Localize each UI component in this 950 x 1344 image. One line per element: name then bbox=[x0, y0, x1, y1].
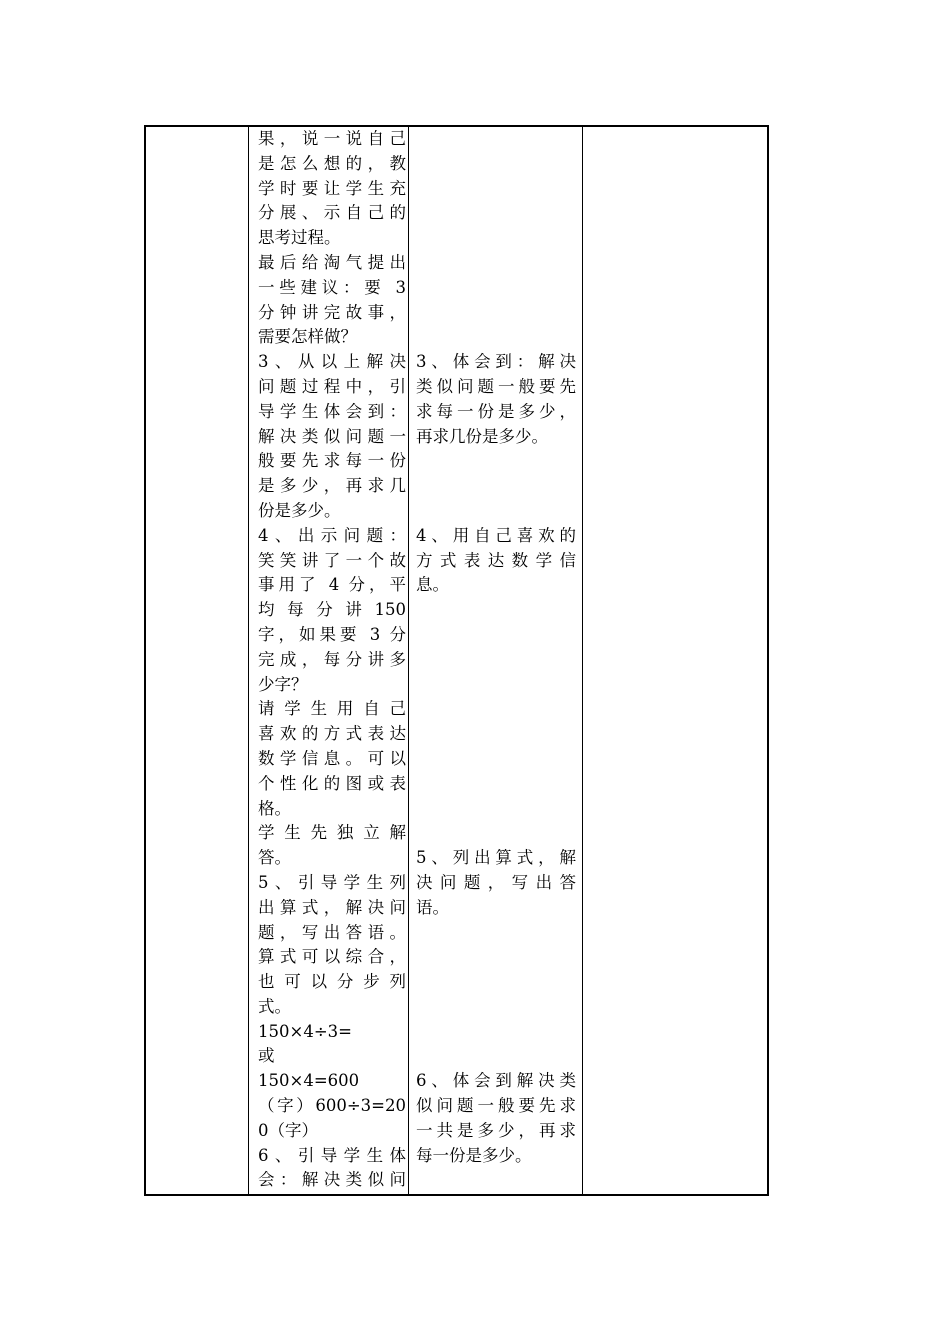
teacher-text-line: （字）600÷3=20 bbox=[258, 1096, 406, 1116]
teacher-text-line: 请学生用自己 bbox=[258, 699, 406, 719]
student-text-block bbox=[416, 524, 576, 598]
teacher-text-line: 是怎么想的，教 bbox=[258, 153, 406, 173]
teacher-text-line: 完成，每分讲多 bbox=[258, 649, 406, 669]
teacher-text-line: 思考过程。 bbox=[258, 228, 341, 248]
teacher-text-line: 答。 bbox=[258, 848, 291, 868]
teacher-text-line: 学 生 先 独 立 解 bbox=[258, 823, 406, 843]
student-text-block bbox=[416, 1069, 576, 1168]
student-text-line: 方式表达数学信 bbox=[416, 550, 576, 570]
student-text-line: 一共是多少，再求 bbox=[416, 1120, 576, 1140]
teacher-text-line: 也 可 以 分 步 列 bbox=[258, 972, 406, 992]
teacher-activity-cell bbox=[258, 127, 406, 1193]
teacher-text-line: 6、引导学生体 bbox=[258, 1145, 406, 1165]
student-text-line: 3、体会到：解决 bbox=[416, 352, 576, 372]
teacher-text-line: 150×4÷3= bbox=[258, 1021, 352, 1041]
teacher-text-line: 喜欢的方式表达 bbox=[258, 724, 406, 744]
student-text-line: 求每一份是多少， bbox=[416, 401, 576, 421]
teacher-text-line: 3、从以上解决 bbox=[258, 352, 406, 372]
student-text-line: 似问题一般要先求 bbox=[416, 1096, 576, 1116]
student-text-line: 息。 bbox=[416, 575, 449, 595]
student-text-line: 每一份是多少。 bbox=[416, 1145, 532, 1165]
teacher-text-line: 4、出示问题： bbox=[258, 525, 406, 545]
teacher-text-line: 格。 bbox=[258, 798, 291, 818]
teacher-text-line: 算式可以综合， bbox=[258, 947, 406, 967]
teacher-text-line: 个性化的图或表 bbox=[258, 773, 406, 793]
student-text-line: 语。 bbox=[416, 897, 449, 917]
teacher-text-line: 数学信息。可以 bbox=[258, 748, 406, 768]
student-text-line: 6、体会到解决类 bbox=[416, 1071, 576, 1091]
teacher-text-line: 0（字） bbox=[258, 1120, 318, 1140]
teacher-text-line: 导学生体会到： bbox=[258, 401, 406, 421]
student-text-line: 5、列出算式，解 bbox=[416, 848, 576, 868]
student-text-block bbox=[416, 350, 576, 449]
teacher-text-line: 分展、示自己的 bbox=[258, 203, 406, 223]
teacher-text-line: 题，写出答语。 bbox=[258, 922, 406, 942]
teacher-text-line: 分钟讲完故事， bbox=[258, 302, 406, 322]
student-text-line: 4、用自己喜欢的 bbox=[416, 525, 576, 545]
column-divider-3 bbox=[582, 127, 583, 1194]
teacher-text-line: 学时要让学生充 bbox=[258, 178, 406, 198]
teacher-text-line: 少字？ bbox=[258, 674, 308, 694]
teacher-text-line: 会：解决类似问 bbox=[258, 1170, 406, 1190]
teacher-text-line: 150×4=600 bbox=[258, 1071, 360, 1091]
teacher-text-line: 笑笑讲了一个故 bbox=[258, 550, 406, 570]
student-text-line: 决问题，写出答 bbox=[416, 872, 576, 892]
teacher-text-line: 5、引导学生列 bbox=[258, 872, 406, 892]
column-divider-1 bbox=[248, 127, 249, 1194]
teacher-text-line: 最后给淘气提出 bbox=[258, 252, 406, 272]
column-divider-2 bbox=[408, 127, 409, 1194]
teacher-text-line: 均 每 分 讲 150 bbox=[258, 600, 406, 620]
teacher-text-line: 或 bbox=[258, 1046, 275, 1066]
teacher-text-line: 字，如果要 3 分 bbox=[258, 624, 406, 644]
teacher-text-line: 出算式，解决问 bbox=[258, 897, 406, 917]
teacher-text-line: 需要怎样做？ bbox=[258, 327, 357, 347]
teacher-text-line: 问题过程中，引 bbox=[258, 376, 406, 396]
teacher-text-line: 解决类似问题一 bbox=[258, 426, 406, 446]
teacher-text-line: 般要先求每一份 bbox=[258, 451, 406, 471]
teacher-text-line: 一些建议：要 3 bbox=[258, 277, 406, 297]
student-text-line: 再求几份是多少。 bbox=[416, 426, 548, 446]
student-text-line: 类似问题一般要先 bbox=[416, 376, 576, 396]
teacher-text-line: 事用了 4 分，平 bbox=[258, 575, 406, 595]
student-text-block bbox=[416, 846, 576, 920]
teacher-text-line: 式。 bbox=[258, 996, 291, 1016]
teacher-text-line: 果，说一说自己 bbox=[258, 129, 406, 148]
lesson-plan-table bbox=[144, 125, 769, 1196]
teacher-text-line: 份是多少。 bbox=[258, 500, 341, 520]
teacher-text-line: 是多少，再求几 bbox=[258, 476, 406, 496]
